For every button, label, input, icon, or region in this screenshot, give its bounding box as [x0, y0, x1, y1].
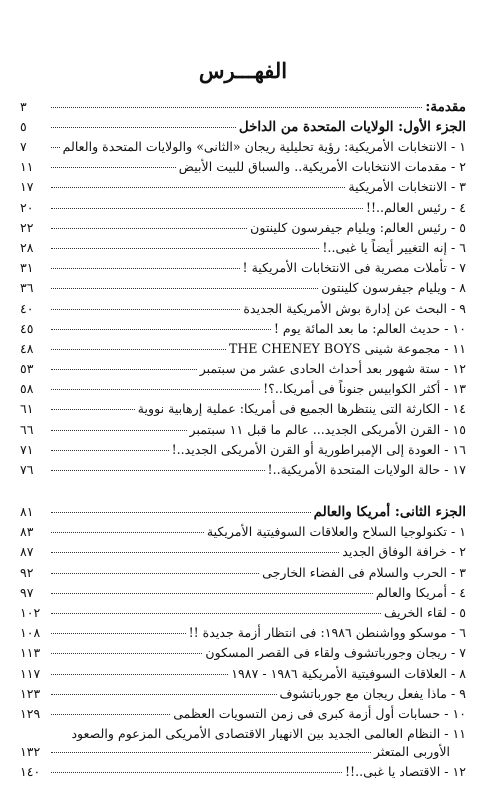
entry-page: ٩٢ [20, 564, 34, 580]
leader-dots [51, 228, 247, 229]
leader-dots [51, 593, 373, 594]
toc-entry [20, 625, 466, 645]
entry-label: ١١ - النظام العالمى الجديد بين الانهيار الاقتصادى الأمريكى المزعوم والصعود [71, 726, 466, 742]
leader-dots [51, 470, 265, 471]
toc-entry [20, 240, 466, 260]
entry-page: ٢٢ [20, 219, 34, 235]
entry-page: ٣٦ [20, 280, 34, 296]
entry-page: ٧١ [20, 441, 34, 457]
part2-heading-page: ٨١ [20, 504, 34, 520]
leader-dots [51, 369, 197, 370]
entry-label: ٩ - ماذا يفعل ريجان مع جورباتشوف [279, 685, 466, 701]
part2-heading-label: الجزء الثانى: أمريكا والعالم [313, 504, 466, 521]
toc-entry [20, 301, 466, 321]
toc-entry [20, 280, 466, 300]
entry-label: ٦ - إنه التغيير أيضاً يا غبى..! [322, 239, 466, 255]
entry-label: ١٢ - ستة شهور بعد أحداث الحادى عشر من سبتمبر [199, 361, 466, 377]
leader-dots [51, 613, 381, 614]
entry-label: ٥ - رئيس العالم: ويليام جيفرسون كلينتون [250, 219, 466, 235]
entry-label: ٣ - الانتخابات الأمريكية [348, 179, 466, 195]
leader-dots [51, 309, 240, 310]
leader-dots [51, 389, 260, 390]
toc-entry [20, 200, 466, 220]
entry-label: ٧ - تأملات مصرية فى الانتخابات الأمريكية ! [242, 260, 466, 276]
entry-label: ٨ - العلاقات السوفيتية الأمريكية ١٩٨٦ - ١٩٨٧ [231, 665, 466, 681]
toc-entry [20, 381, 466, 401]
toc-entry [20, 462, 466, 482]
entry-label: ٢ - خرافة الوفاق الجديد [342, 544, 466, 560]
entry-page: ١٠٨ [20, 625, 41, 641]
entry-label: ١٦ - العودة إلى الإمبراطورية أو القرن الأمريكى الجديد..! [171, 441, 466, 457]
toc-entry [20, 159, 466, 179]
toc-entry [20, 179, 466, 199]
toc-entry [20, 544, 466, 564]
entry-page: ٢٠ [20, 199, 34, 215]
leader-dots [51, 573, 259, 574]
toc-entry-continuation [20, 744, 466, 764]
leader-dots [51, 512, 311, 513]
entry-page: ٦١ [20, 401, 34, 417]
entry-label: ١٢ - الاقتصاد يا غبى..!! [344, 764, 466, 780]
entry-label-continuation: الأوربى المتعثر [373, 744, 450, 760]
toc-entry [20, 422, 466, 442]
entry-page: ١٢٩ [20, 705, 41, 721]
entry-page: ٨٧ [20, 544, 34, 560]
part2-heading [20, 504, 466, 524]
leader-dots [51, 772, 342, 773]
toc-entry [20, 442, 466, 462]
leader-dots [51, 532, 204, 533]
leader-dots [51, 248, 319, 249]
entry-page: ٤٨ [20, 340, 34, 356]
leader-dots [51, 127, 236, 128]
leader-dots [51, 653, 202, 654]
entry-label: ١ - الانتخابات الأمريكية: رؤية تحليلية ريجان «الثانى» والولايات المتحدة والعالم [62, 139, 466, 154]
entry-label: ١ - تكنولوجيا السلاح والعلاقات السوفيتية الأمريكية [206, 524, 466, 540]
leader-dots [51, 208, 363, 209]
entry-label: ٤ - أمريكا والعالم [375, 584, 466, 600]
entry-label: ٣ - الحرب والسلام فى الفضاء الخارجى [262, 564, 466, 580]
leader-dots [51, 409, 135, 410]
entry-page: ١٣٢ [20, 744, 41, 760]
toc-entry [20, 645, 466, 665]
toc-entry [20, 260, 466, 280]
leader-dots [51, 288, 318, 289]
entry-label: ٥ - لقاء الخريف [384, 604, 466, 620]
leader-dots [51, 167, 176, 168]
part1-heading-label: الجزء الأول: الولايات المتحدة من الداخل [238, 119, 466, 135]
leader-dots [51, 714, 170, 715]
toc-entry [20, 585, 466, 605]
entry-label: ١٠ - حسابات أول أزمة كبرى فى زمن التسويات العظمى [173, 705, 466, 721]
toc-entry [20, 321, 466, 341]
entry-page: ٨٣ [20, 524, 34, 540]
intro-entry [20, 99, 466, 119]
entry-label: ١٤ - الكارثة التى ينتظرها الجميع فى أمريكا: عملية إرهابية نووية [137, 401, 466, 417]
entry-label: ٧ - ريجان وجورباتشوف ولقاء فى القصر المسكون [205, 645, 466, 661]
toc-entry [20, 220, 466, 240]
entry-page: ٣١ [20, 260, 34, 276]
leader-dots [51, 147, 60, 148]
toc-entry [20, 401, 466, 421]
entry-page: ١١٧ [20, 665, 41, 681]
intro-label: مقدمة: [425, 99, 466, 115]
toc-entry [20, 565, 466, 585]
leader-dots [51, 268, 240, 269]
toc-entry [20, 706, 466, 726]
toc-entry [20, 361, 466, 381]
entry-page: ١٠٢ [20, 604, 41, 620]
leader-dots [51, 633, 186, 634]
leader-dots [51, 752, 371, 753]
part2-list [20, 524, 466, 784]
toc-title: الفهـــرس [198, 58, 288, 83]
entry-label: ١٥ - القرن الأمريكى الجديد... عالم ما قبل ١١ سبتمبر [189, 421, 466, 437]
entry-page: ٥٣ [20, 361, 34, 377]
entry-page: ١٢٣ [20, 685, 41, 701]
section-gap [20, 482, 466, 504]
entry-label: ١٣ - أكثر الكوابيس جنوناً فى أمريكا..؟! [263, 381, 466, 397]
leader-dots [51, 187, 345, 188]
toc-entry [20, 605, 466, 625]
entry-page: ٤٠ [20, 300, 34, 316]
part1-list [20, 139, 466, 482]
toc-entry [20, 139, 466, 159]
entry-page: ١٧ [20, 179, 34, 195]
entry-label: ٨ - ويليام جيفرسون كلينتون [321, 280, 466, 296]
entry-label: ١٧ - حالة الولايات المتحدة الأمريكية..! [267, 462, 466, 477]
toc-entry [20, 524, 466, 544]
intro-page: ٣ [20, 99, 27, 114]
entry-page: ٤٥ [20, 320, 34, 336]
leader-dots [51, 349, 226, 350]
entry-label: ٦ - موسكو وواشنطن ١٩٨٦: فى انتظار أزمة جديدة !! [188, 625, 466, 641]
leader-dots [51, 674, 228, 675]
leader-dots [51, 329, 271, 330]
entry-page: ١١ [20, 159, 34, 175]
entry-label: ١٠ - حديث العالم: ما بعد المائة يوم ! [273, 320, 466, 336]
leader-dots [51, 107, 422, 108]
entry-page: ٢٨ [20, 239, 34, 255]
toc-entry [20, 666, 466, 686]
toc-entry [20, 764, 466, 784]
leader-dots [51, 552, 339, 553]
entry-label: ٩ - البحث عن إدارة بوش الأمريكية الجديدة [243, 300, 466, 316]
leader-dots [51, 450, 169, 451]
part1-heading-page: ٥ [20, 119, 27, 134]
entry-page: ٦٦ [20, 421, 34, 437]
toc-entry [20, 686, 466, 706]
entry-label: ٤ - رئيس العالم..!! [365, 199, 466, 215]
toc-entry [20, 726, 466, 744]
entry-page: ٧٦ [20, 462, 34, 477]
entry-page: ١٤٠ [20, 764, 41, 780]
entry-page: ٧ [20, 139, 27, 154]
leader-dots [51, 430, 187, 431]
leader-dots [51, 694, 277, 695]
entry-page: ٥٨ [20, 381, 34, 397]
entry-page: ٩٧ [20, 584, 34, 600]
part1-heading [20, 119, 466, 139]
entry-page: ١١٣ [20, 645, 41, 661]
toc-entry [20, 341, 466, 361]
entry-label: ٢ - مقدمات الانتخابات الأمريكية.. والسباق للبيت الأبيض [178, 159, 466, 175]
entry-label: ١١ - مجموعة شينى THE CHENEY BOYS [228, 340, 466, 356]
